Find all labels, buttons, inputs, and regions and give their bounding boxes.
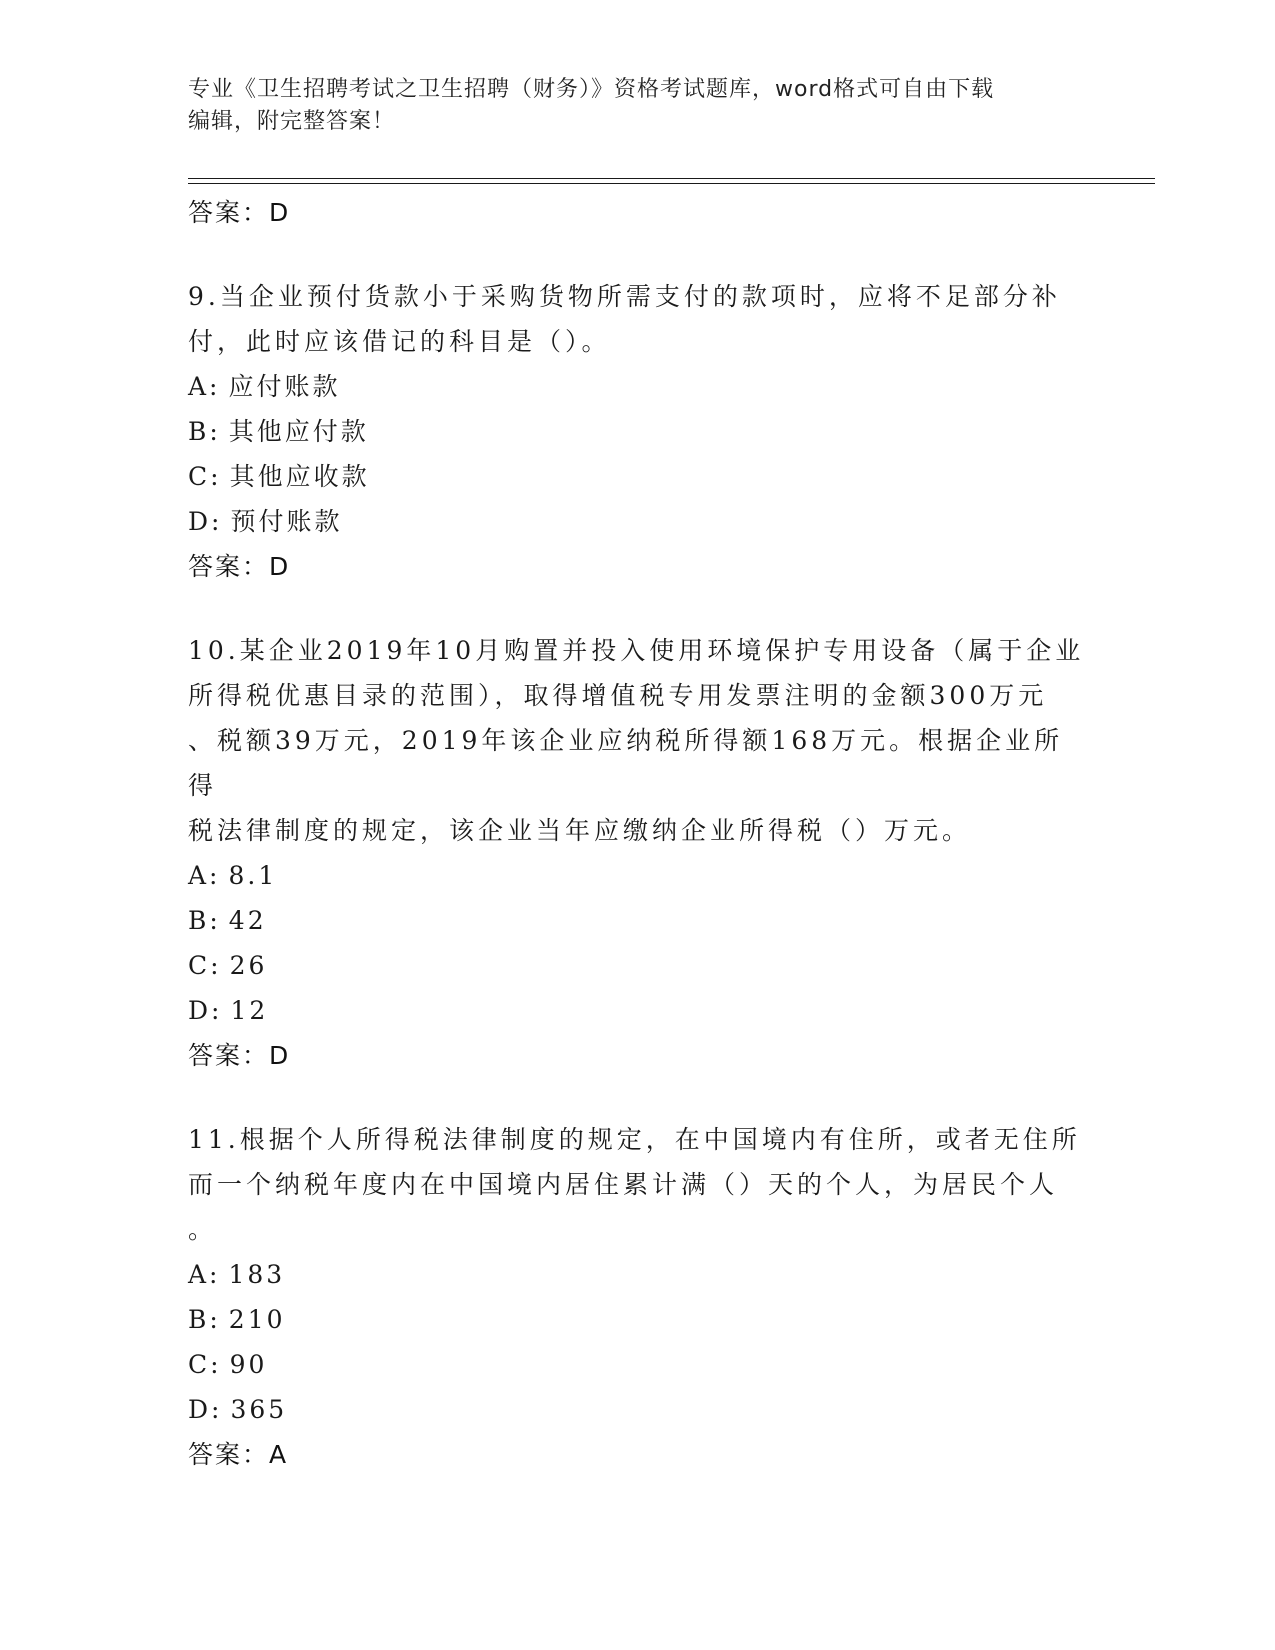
- option-key: B:: [188, 906, 221, 935]
- question-10: [188, 628, 1088, 1079]
- question-list: [188, 190, 1088, 1478]
- option-d: [188, 1387, 1088, 1432]
- option-key: C:: [188, 462, 222, 491]
- option-a: [188, 1252, 1088, 1297]
- question-text-line: 税法律制度的规定，该企业当年应缴纳企业所得税（）万元。: [188, 816, 972, 845]
- option-c: [188, 943, 1088, 988]
- answer-line: 答案：A: [188, 1440, 289, 1469]
- option-c: [188, 1342, 1088, 1387]
- question-text-line: 付，此时应该借记的科目是（）。: [188, 327, 611, 356]
- answer-line: 答案：D: [188, 552, 291, 581]
- option-key: A:: [188, 861, 221, 890]
- question-text-line: 11.根据个人所得税法律制度的规定，在中国境内有住所，或者无住所: [188, 1125, 1081, 1154]
- question-text-line: 、税额39万元，2019年该企业应纳税所得额168万元。根据企业所得: [188, 726, 1064, 800]
- option-text: 应付账款: [228, 372, 341, 401]
- option-text: 26: [229, 951, 268, 980]
- option-text: 8.1: [228, 861, 278, 890]
- question-9: [188, 274, 1088, 590]
- option-text: 90: [229, 1350, 268, 1379]
- option-key: C:: [188, 1350, 222, 1379]
- option-text: 210: [228, 1305, 286, 1334]
- option-b: [188, 1297, 1088, 1342]
- option-key: D:: [188, 507, 223, 536]
- option-d: [188, 988, 1088, 1033]
- option-b: [188, 409, 1088, 454]
- question-text-line: 。: [188, 1215, 218, 1244]
- option-text: 183: [228, 1260, 286, 1289]
- question-text-line: 10.某企业2019年10月购置并投入使用环境保护专用设备（属于企业: [188, 636, 1085, 665]
- option-key: D:: [188, 1395, 223, 1424]
- header-line-2: 编辑，附完整答案！: [188, 109, 396, 134]
- answer-line: 答案：D: [188, 198, 291, 227]
- question-11: [188, 1117, 1088, 1478]
- option-key: A:: [188, 1260, 221, 1289]
- question-text-line: 所得税优惠目录的范围），取得增值税专用发票注明的金额300万元: [188, 681, 1048, 710]
- option-key: C:: [188, 951, 222, 980]
- option-text: 其他应收款: [229, 462, 370, 491]
- answer-line: 答案：D: [188, 1041, 291, 1070]
- option-key: D:: [188, 996, 223, 1025]
- header-divider-top: [188, 178, 1155, 179]
- option-c: [188, 454, 1088, 499]
- option-text: 365: [230, 1395, 288, 1424]
- option-text: 预付账款: [230, 507, 343, 536]
- option-text: 12: [230, 996, 269, 1025]
- option-key: A:: [188, 372, 221, 401]
- option-key: B:: [188, 1305, 221, 1334]
- option-d: [188, 499, 1088, 544]
- option-a: [188, 853, 1088, 898]
- question-text-line: 而一个纳税年度内在中国境内居住累计满（）天的个人，为居民个人: [188, 1170, 1059, 1199]
- option-text: 其他应付款: [228, 417, 369, 446]
- option-a: [188, 364, 1088, 409]
- header-line-1: 专业《卫生招聘考试之卫生招聘（财务）》资格考试题库，word格式可自由下载: [188, 77, 995, 102]
- option-text: 42: [228, 906, 267, 935]
- option-key: B:: [188, 417, 221, 446]
- header-divider-bottom: [188, 183, 1155, 184]
- option-b: [188, 898, 1088, 943]
- document-header: [188, 74, 1088, 138]
- question-text-line: 9.当企业预付货款小于采购货物所需支付的款项时，应将不足部分补: [188, 282, 1061, 311]
